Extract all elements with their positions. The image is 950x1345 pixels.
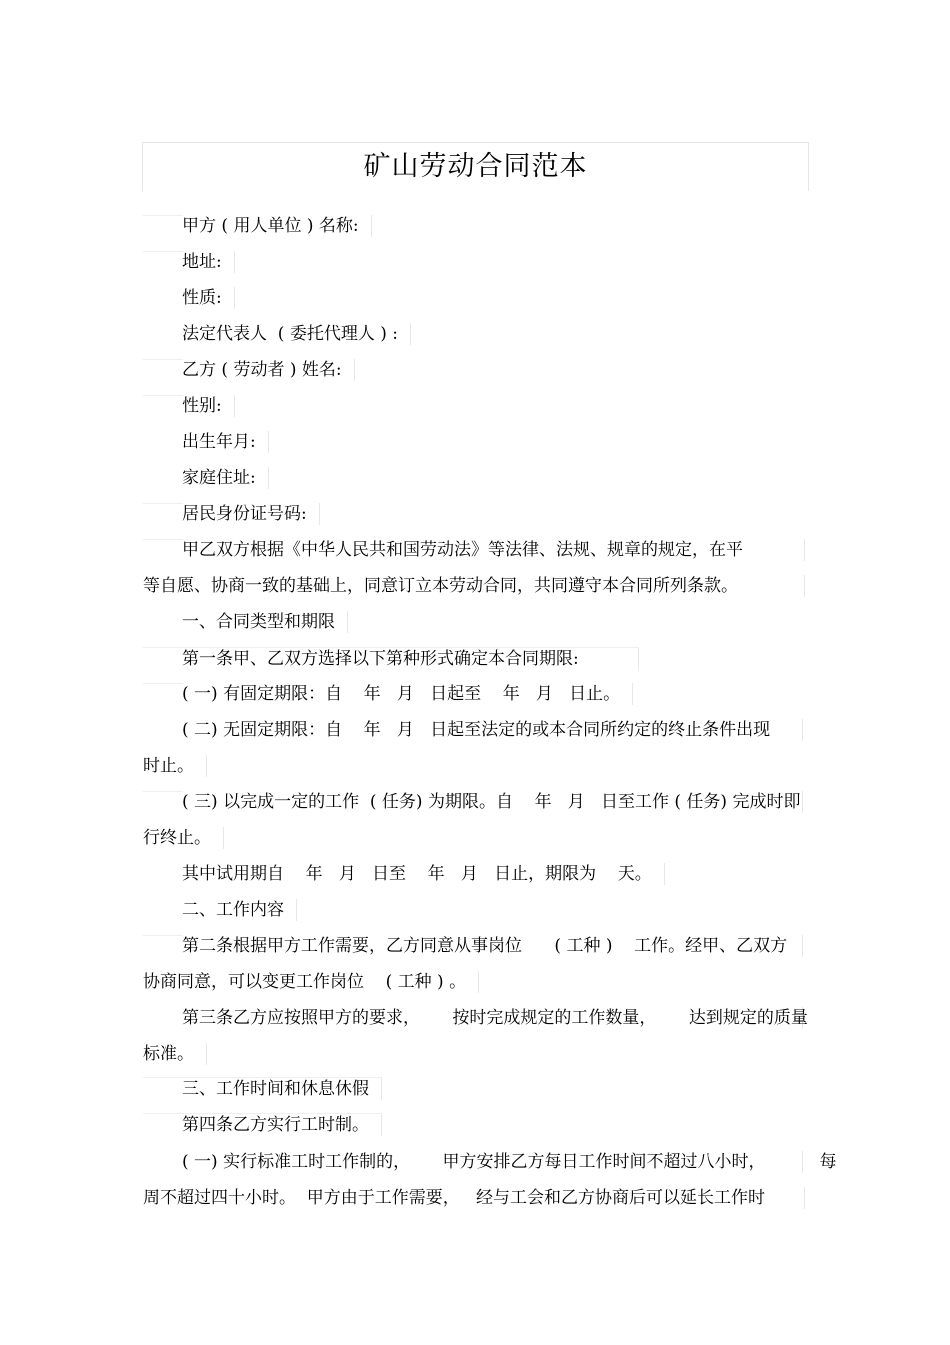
party-a-nature-line: 性质: [182,287,235,309]
party-b-name-line: 乙方 ( 劳动者 ) 姓名: [182,359,355,381]
fixed-term-option-line: ( 一) 有固定期限：自 年 月 日起至 年 月 日止。 [182,683,633,705]
open-term-option-line-2: 时止。 [143,755,207,777]
standard-hours-line-1: ( 一) 实行标准工时工作制的， 甲方安排乙方每日工作时间不超过八小时， 每 [182,1152,837,1172]
line-rule [143,395,183,397]
line-rule [143,1077,183,1079]
article-1-line: 第一条甲、乙双方选择以下第种形式确定本合同期限: [182,647,639,670]
line-rule [143,935,183,937]
article-3-line-2: 标准。 [143,1043,207,1065]
party-a-address-line: 地址: [182,251,235,273]
line-rule [143,791,183,793]
line-rule [143,539,183,541]
party-b-birth-line: 出生年月: [182,431,269,453]
preamble-line-1: 甲乙双方根据《中华人民共和国劳动法》等法律、法规、规章的规定，在平 [182,539,805,561]
section-2-heading: 二、工作内容 [182,899,297,921]
document-title: 矿山劳动合同范本 [363,151,588,182]
article-3-line-1: 第三条乙方应按照甲方的要求， 按时完成规定的工作数量， 达到规定的质量 [182,1008,808,1028]
line-rule [143,683,183,685]
preamble-line-2: 等自愿、协商一致的基础上，同意订立本劳动合同，共同遵守本合同所列条款。 [143,575,805,597]
open-term-option-line-1: ( 二) 无固定期限：自 年 月 日起至法定的或本合同所约定的终止条件出现 [182,719,803,741]
legal-representative-line: 法定代表人 ( 委托代理人 ) : [182,323,411,345]
party-b-id-number-line: 居民身份证号码: [182,503,320,525]
article-2-line-1: 第二条根据甲方工作需要，乙方同意从事岗位 ( 工种 ) 工作。经甲、乙双方 [182,935,803,957]
line-rule [143,215,183,217]
article-4-line: 第四条乙方实行工时制。 [182,1113,382,1136]
task-term-option-line-2: 行终止。 [143,827,224,849]
section-3-heading: 三、工作时间和休息休假 [182,1077,382,1100]
party-b-gender-line: 性别: [182,395,235,417]
task-term-option-line-1: ( 三) 以完成一定的工作 ( 任务) 为期限。自 年 月 日至工作 ( 任务) 完成时即 [182,791,803,813]
line-rule [143,647,183,649]
standard-hours-line-2: 周不超过四十小时。 甲方由于工作需要， 经与工会和乙方协商后可以延长工作时 [143,1187,805,1209]
article-2-line-2: 协商同意，可以变更工作岗位 ( 工种 ) 。 [143,971,479,993]
party-a-name-line: 甲方 ( 用人单位 ) 名称: [182,215,372,237]
section-1-heading: 一、合同类型和期限 [182,611,348,633]
line-rule [143,503,183,505]
probation-line: 其中试用期自 年 月 日至 年 月 日止，期限为 天。 [182,863,665,885]
line-rule [143,251,183,253]
line-rule [143,1113,183,1115]
title-box [142,142,809,191]
line-rule [143,359,183,361]
party-b-home-address-line: 家庭住址: [182,467,269,489]
